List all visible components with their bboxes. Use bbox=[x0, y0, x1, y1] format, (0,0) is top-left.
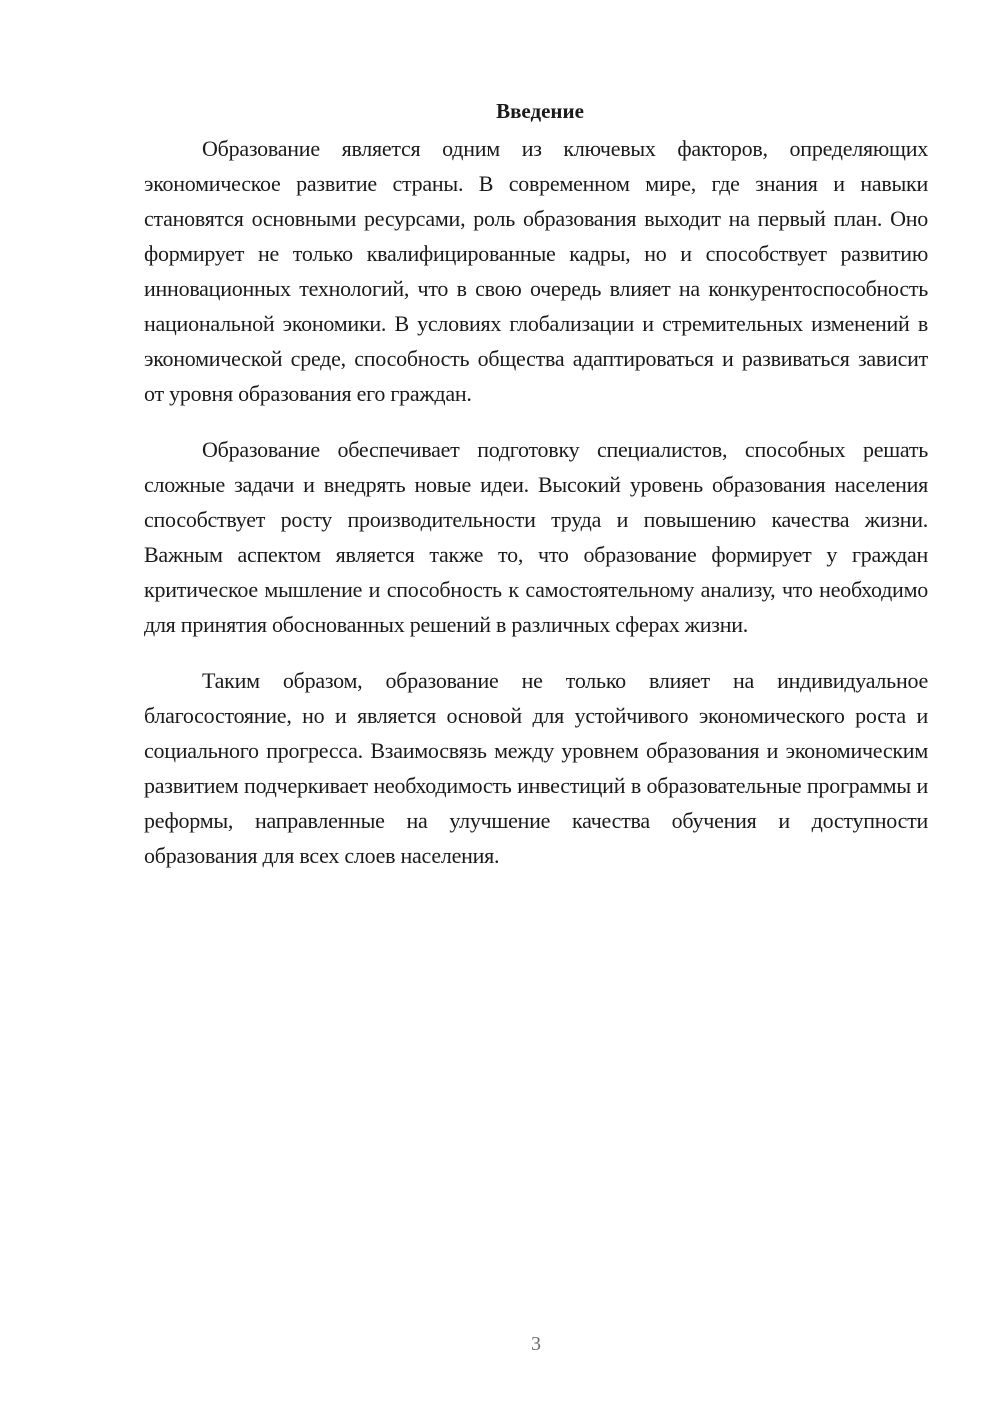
section-title: Введение bbox=[496, 99, 584, 123]
paragraph-3: Таким образом, образование не только влияет на индивидуальное благосостояние, но и является основой для устойчивого экономического роста и социального прогресса. Взаимосвязь между уровнем образования и экономическим развитием подчеркивает необходимость инвестиций в образовательные программы и реформы, направленные на улучшение качества обучения и доступности образования для всех слоев населения. bbox=[144, 668, 928, 868]
paragraph-2: Образование обеспечивает подготовку специалистов, способных решать сложные задачи и внедрять новые идеи. Высокий уровень образования населения способствует росту производительности труда и повышению качества жизни. Важным аспектом является также то, что образование формирует у граждан критическое мышление и способность к самостоятельному анализу, что необходимо для принятия обоснованных решений в различных сферах жизни. bbox=[144, 437, 928, 637]
page-content bbox=[144, 96, 928, 894]
page-number: 3 bbox=[531, 1333, 541, 1355]
paragraph-1: Образование является одним из ключевых факторов, определяющих экономическое развитие страны. В современном мире, где знания и навыки становятся основными ресурсами, роль образования выходит на первый план. Оно формирует не только квалифицированные кадры, но и способствует развитию инновационных технологий, что в свою очередь влияет на конкурентоспособность национальной экономики. В условиях глобализации и стремительных изменений в экономической среде, способность общества адаптироваться и развиваться зависит от уровня образования его граждан. bbox=[144, 136, 928, 406]
